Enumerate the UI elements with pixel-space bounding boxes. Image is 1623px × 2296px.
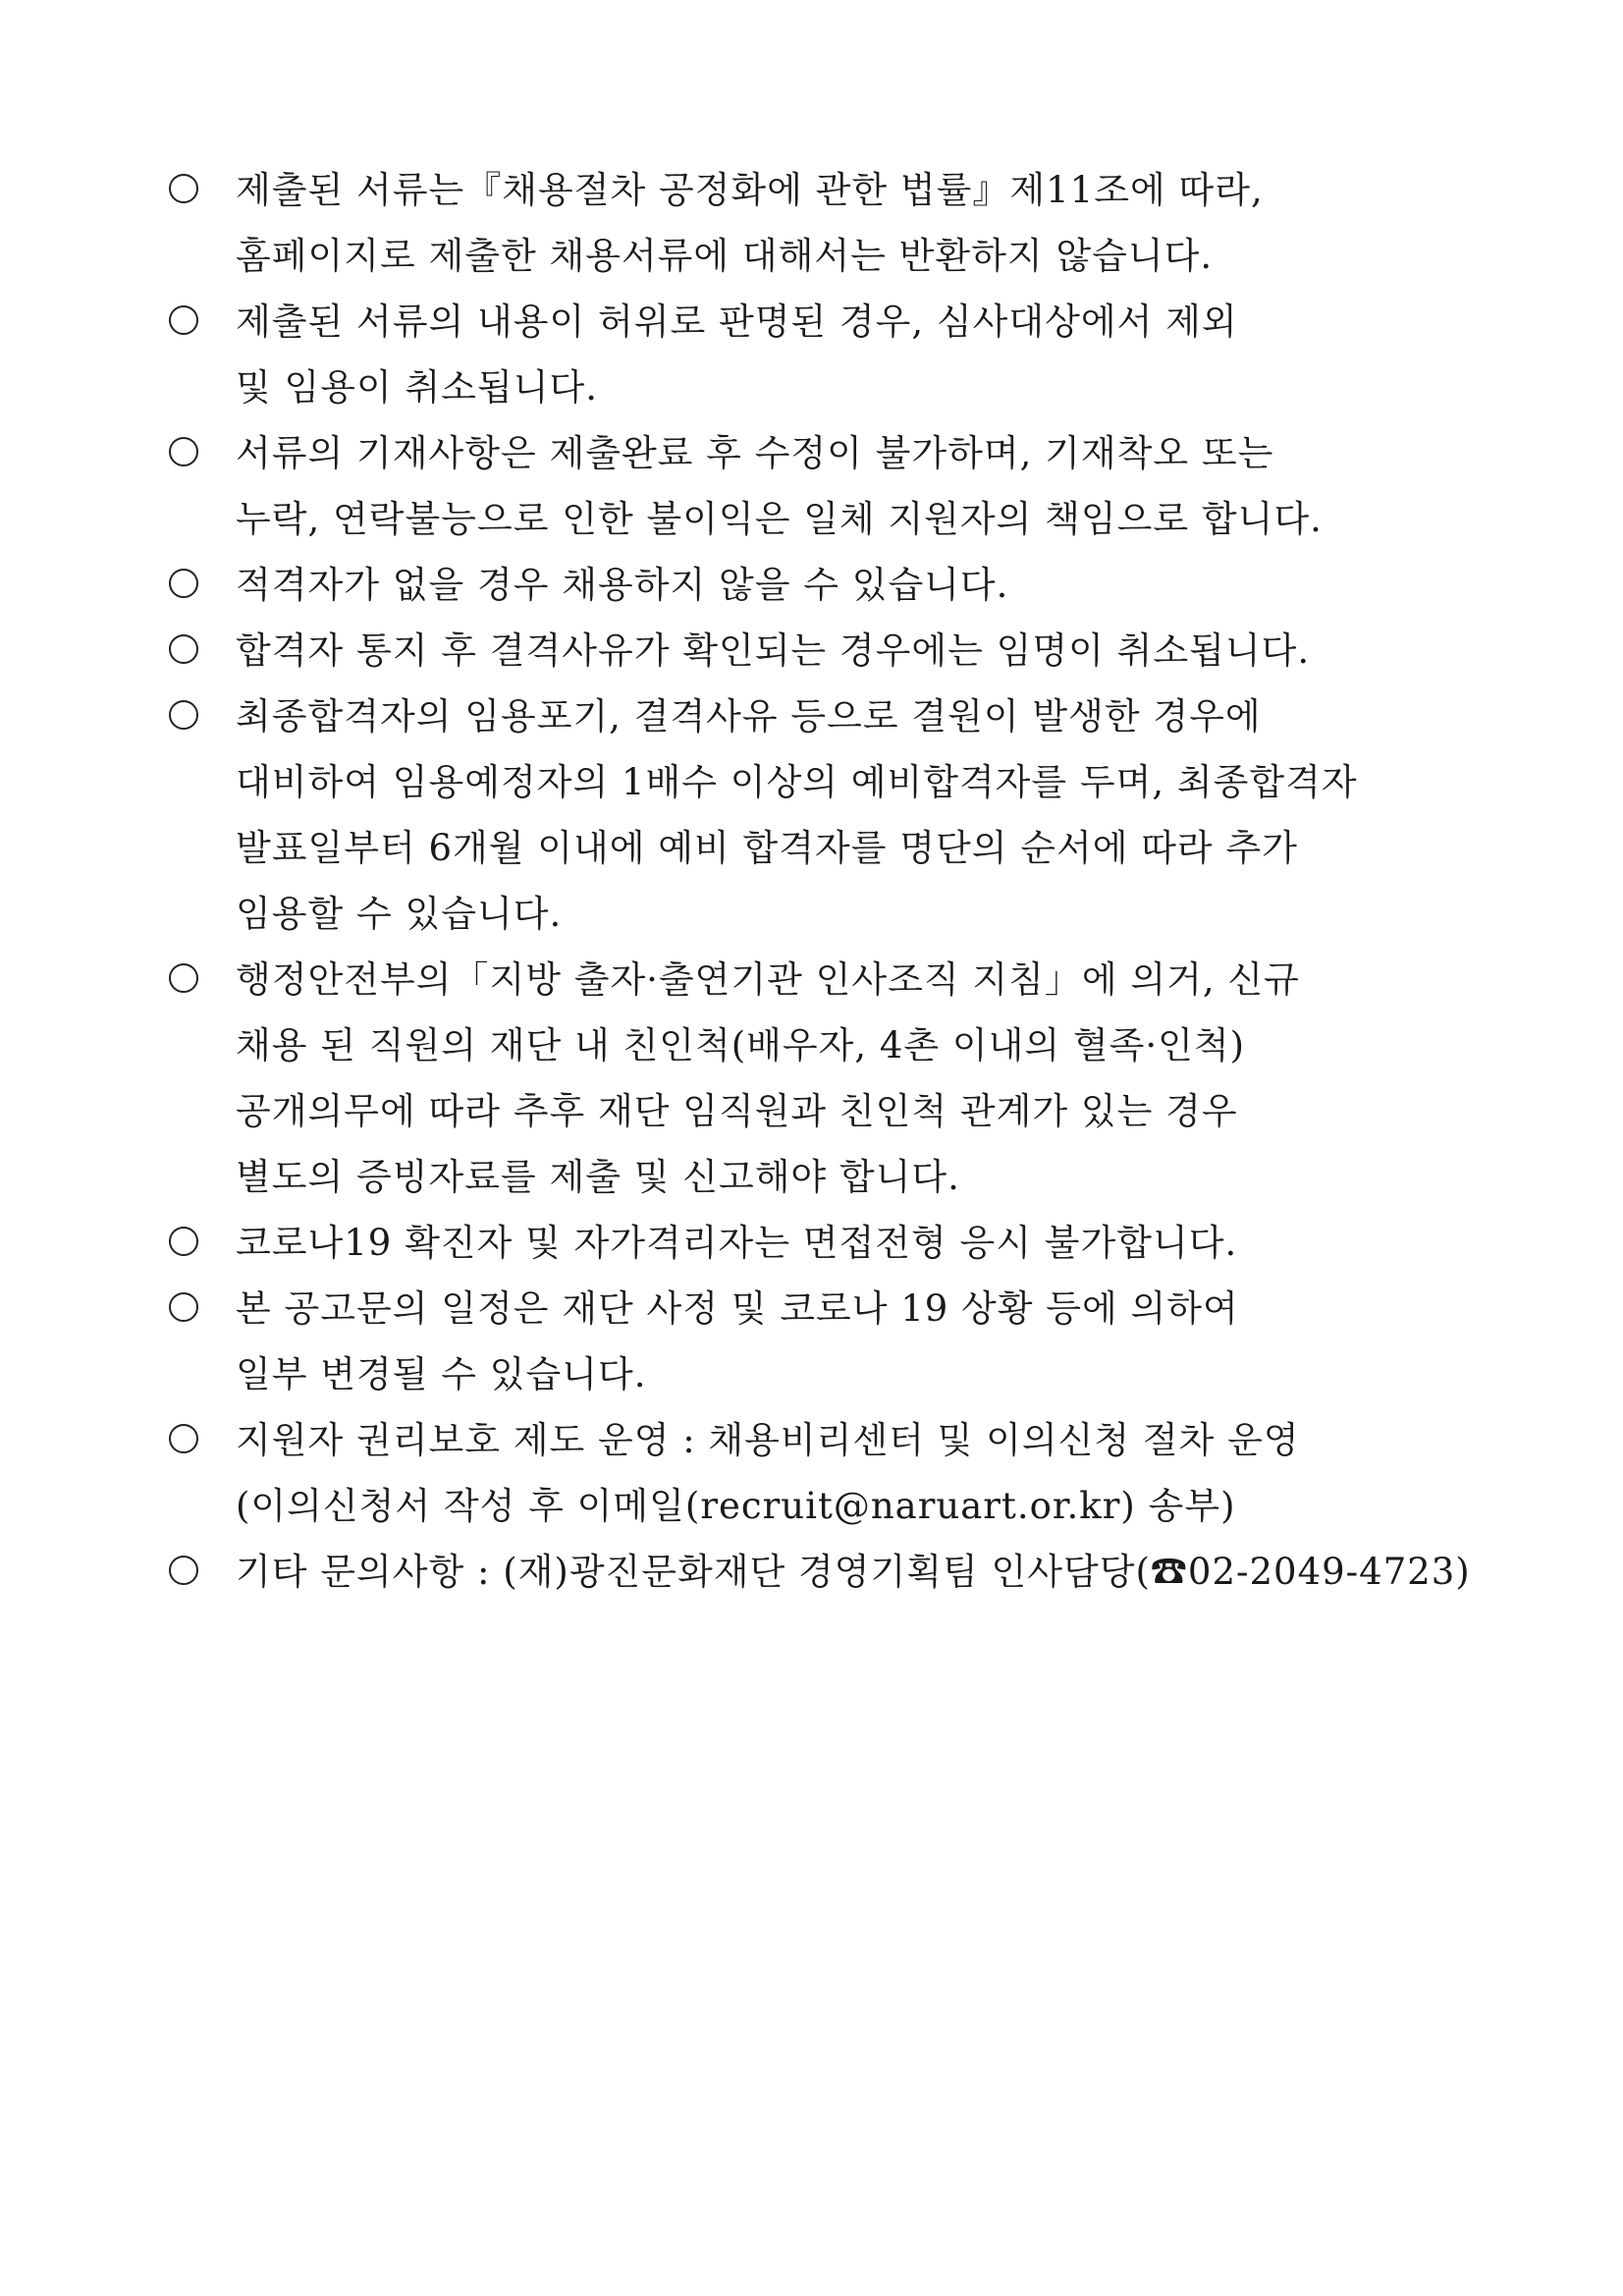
notice-line: 최종합격자의 임용포기, 결격사유 등으로 결원이 발생한 경우에 [236,695,1262,738]
notice-item [169,552,1475,618]
circle-bullet-icon [169,1227,198,1256]
circle-bullet-icon [169,569,198,598]
circle-bullet-icon [169,437,198,466]
notice-line: (이의신청서 작성 후 이메일(recruit@naruart.or.kr) 송부) [236,1485,1236,1527]
circle-bullet-icon [169,700,198,730]
notice-line: 적격자가 없을 경우 채용하지 않을 수 있습니다. [236,564,1009,606]
circle-bullet-icon [169,1292,198,1322]
notice-list [169,157,1475,1605]
notice-line: 및 임용이 취소됩니다. [236,366,598,409]
notice-line: 일부 변경될 수 있습니다. [236,1353,647,1395]
notice-text [236,1407,1475,1539]
circle-bullet-icon [169,1424,198,1453]
notice-line: 홈페이지로 제출한 채용서류에 대해서는 반환하지 않습니다. [236,235,1214,277]
notice-item [169,1276,1475,1407]
notice-line: 지원자 권리보호 제도 운영 : 채용비리센터 및 이의신청 절차 운영 [236,1419,1300,1461]
circle-bullet-icon [169,963,198,993]
circle-bullet-icon [169,174,198,203]
notice-text [236,552,1475,618]
circle-bullet-icon [169,1556,198,1585]
notice-item [169,683,1475,947]
notice-text [236,1210,1475,1276]
notice-line: 별도의 증빙자료를 제출 및 신고해야 합니다. [236,1156,960,1198]
notice-line: 행정안전부의「지방 출자·출연기관 인사조직 지침」에 의거, 신규 [236,958,1300,1001]
notice-item [169,420,1475,552]
notice-item [169,947,1475,1210]
notice-text [236,289,1475,420]
notice-item [169,157,1475,289]
notice-item [169,1407,1475,1539]
notice-text [236,947,1475,1210]
notice-item [169,289,1475,420]
notice-line: 제출된 서류의 내용이 허위로 판명된 경우, 심사대상에서 제외 [236,301,1238,343]
notice-line: 임용할 수 있습니다. [236,893,563,935]
notice-text [236,618,1475,683]
notice-line: 코로나19 확진자 및 자가격리자는 면접전형 응시 불가합니다. [236,1222,1238,1264]
notice-line: 합격자 통지 후 결격사유가 확인되는 경우에는 임명이 취소됩니다. [236,629,1311,672]
notice-line: 공개의무에 따라 추후 재단 임직원과 친인척 관계가 있는 경우 [236,1090,1238,1132]
notice-line: 기타 문의사항 : (재)광진문화재단 경영기획팀 인사담당(☎02-2049-4723) [236,1551,1471,1593]
notice-line: 제출된 서류는『채용절차 공정화에 관한 법률』제11조에 따라, [236,169,1264,211]
notice-line: 본 공고문의 일정은 재단 사정 및 코로나 19 상황 등에 의하여 [236,1287,1239,1330]
circle-bullet-icon [169,634,198,664]
circle-bullet-icon [169,305,198,335]
notice-item [169,1210,1475,1276]
notice-item [169,1539,1475,1605]
notice-item [169,618,1475,683]
notice-line: 채용 된 직원의 재단 내 친인척(배우자, 4촌 이내의 혈족·인척) [236,1024,1246,1066]
notice-text [236,1539,1475,1605]
notice-line: 대비하여 임용예정자의 1배수 이상의 예비합격자를 두며, 최종합격자 [236,761,1358,803]
notice-text [236,157,1475,289]
notice-text [236,683,1475,947]
notice-line: 누락, 연락불능으로 인한 불이익은 일체 지원자의 책임으로 합니다. [236,498,1323,540]
notice-line: 서류의 기재사항은 제출완료 후 수정이 불가하며, 기재착오 또는 [236,432,1274,474]
notice-text [236,420,1475,552]
notice-text [236,1276,1475,1407]
notice-line: 발표일부터 6개월 이내에 예비 합격자를 명단의 순서에 따라 추가 [236,827,1298,869]
